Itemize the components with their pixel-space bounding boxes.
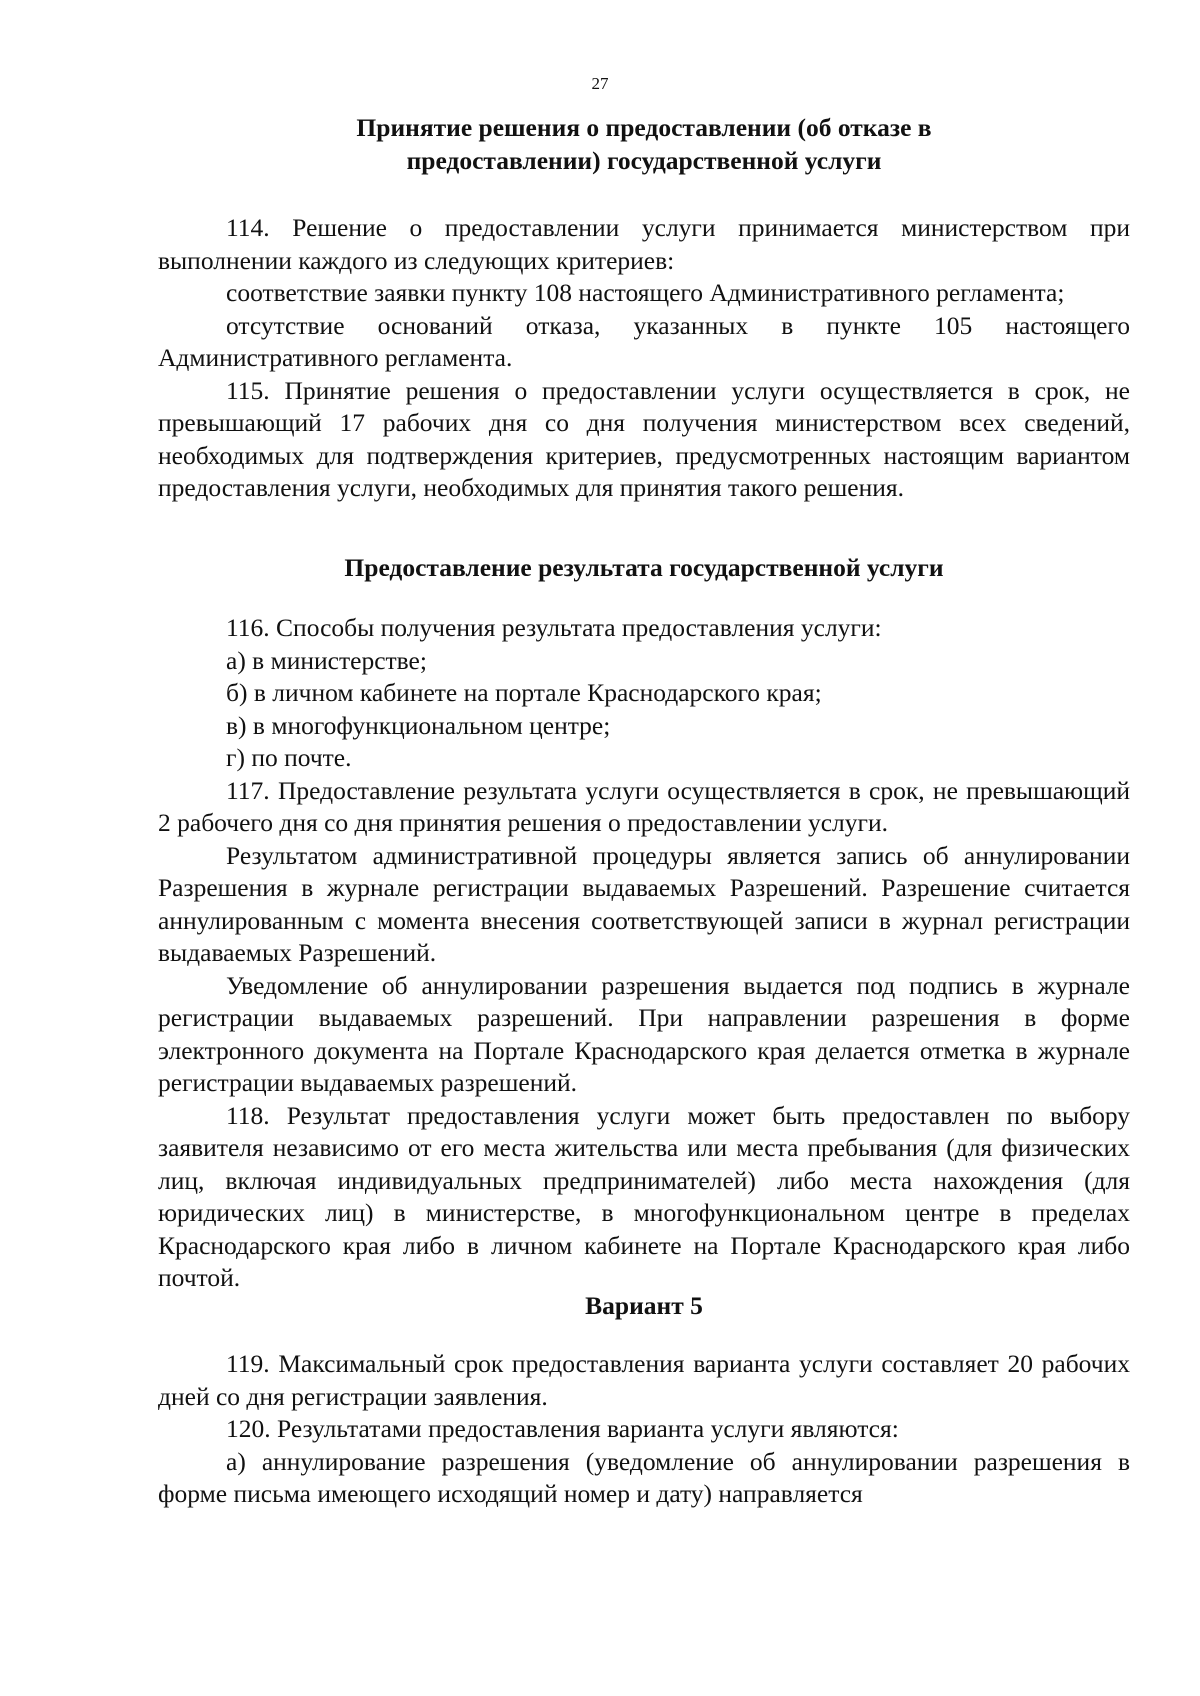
paragraph-notice: Уведомление об аннулировании разрешения выдается под подпись в журнале регистрации выдаваемых разрешений. При направлении разрешения в форме электронного документа на Портале Краснодарского края делается отметка в журнале регистрации выдаваемых разрешений. xyxy=(158,970,1130,1097)
paragraph-120: 120. Результатами предоставления варианта услуги являются: xyxy=(226,1414,899,1443)
list-item: г) по почте. xyxy=(226,743,352,772)
section-heading-variant xyxy=(158,1290,1130,1323)
list-item: а) аннулирование разрешения (уведомление об аннулировании разрешения в форме письма имеющего исходящий номер и дату) направляется xyxy=(158,1446,1130,1508)
section-body-decision xyxy=(158,212,1130,505)
list-item: а) в министерстве; xyxy=(226,645,427,675)
page-number: 27 xyxy=(591,74,609,93)
list-item: в) в многофункциональном центре; xyxy=(226,710,611,740)
paragraph-118: 118. Результат предоставления услуги может быть предоставлен по выбору заявителя независимо от его места жительства или места пребывания (для физических лиц, включая индивидуальных предпринимателей) либо места нахождения (для юридических лиц) в министерстве, в многофункциональном центре в пределах Краснодарского края либо в личном кабинете на Портале Краснодарского края либо почтой. xyxy=(158,1100,1130,1292)
heading-line: Вариант 5 xyxy=(585,1291,703,1320)
paragraph-116: 116. Способы получения результата предоставления услуги: xyxy=(226,613,882,642)
section-body-variant xyxy=(158,1348,1130,1511)
section-body-result xyxy=(158,612,1130,1295)
paragraph-result: Результатом административной процедуры является запись об аннулировании Разрешения в журнале регистрации выдаваемых Разрешений. Разрешение считается аннулированным с момента внесения соответствующей записи в журнал регистрации выдаваемых Разрешений. xyxy=(158,840,1130,967)
paragraph-117: 117. Предоставление результата услуги осуществляется в срок, не превышающий 2 рабочего дня со дня принятия решения о предоставлении услуги. xyxy=(158,775,1130,837)
list-item: б) в личном кабинете на портале Краснодарского края; xyxy=(226,678,822,707)
paragraph-119: 119. Максимальный срок предоставления варианта услуги составляет 20 рабочих дней со дня регистрации заявления. xyxy=(158,1349,1130,1411)
section-heading-result xyxy=(158,552,1130,585)
criterion-item: отсутствие оснований отказа, указанных в пункте 105 настоящего Административного регламента. xyxy=(158,310,1130,372)
section-heading-decision xyxy=(158,112,1130,177)
paragraph-114: 114. Решение о предоставлении услуги принимается министерством при выполнении каждого из следующих критериев: xyxy=(158,213,1130,275)
heading-line: предоставлении) государственной услуги xyxy=(406,145,882,175)
criterion-item: соответствие заявки пункту 108 настоящего Административного регламента; xyxy=(226,278,1065,307)
heading-line: Предоставление результата государственной услуги xyxy=(344,553,944,582)
paragraph-115: 115. Принятие решения о предоставлении услуги осуществляется в срок, не превышающий 17 рабочих дня со дня получения министерством всех сведений, необходимых для подтверждения критериев, предусмотренных настоящим вариантом предоставления услуги, необходимых для принятия такого решения. xyxy=(158,375,1130,502)
heading-line: Принятие решения о предоставлении (об отказе в xyxy=(356,113,932,142)
